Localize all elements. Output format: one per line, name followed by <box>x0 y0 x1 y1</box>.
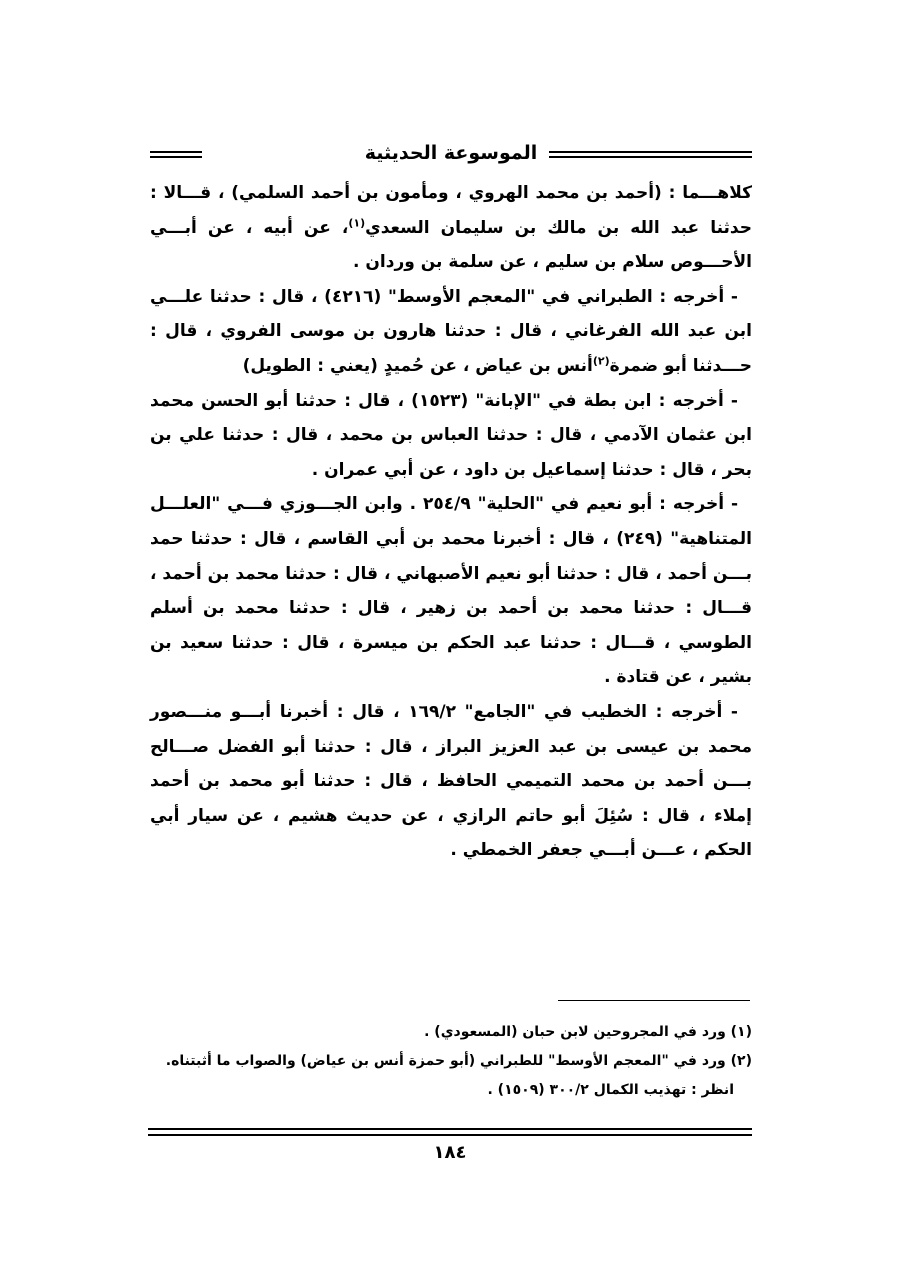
footnotes <box>150 1018 752 1105</box>
footnote-ref-2: (٢) <box>592 354 610 368</box>
paragraph-5: - أخرجه : الخطيب في "الجامع" ١٦٩/٢ ، قال : أخبرنا أبـــو منـــصور محمد بن عيسى بن عبد العزيز البراز ، قال : حدثنا أبو الفضل صـــالح بـــن أحمد بن محمد التميمي الحافظ ، قال : حدثنا أبو محمد بن أحمد إملاء ، قال : سُئِلَ أبو حاتم الرازي ، عن حديث هشيم ، عن سيار أبي الحكم ، عـــن أبـــي جعفر الخمطي . <box>150 701 752 861</box>
footnote-ref-1: (١) <box>348 215 366 229</box>
paragraph-4: - أخرجه : أبو نعيم في "الحلية" ٢٥٤/٩ . وابن الجـــوزي فـــي "العلـــل المتناهية" (٢٤٩) ، قال : أخبرنا محمد بن أبي القاسم ، قال : حدثنا حمد بـــن أحمد ، قال : حدثنا أبو نعيم الأصبهاني ، قال : حدثنا محمد بن أحمد ، قـــال : حدثنا محمد بن أحمد بن زهير ، قال : حدثنا محمد بن أسلم الطوسي ، قـــال : حدثنا عبد الحكم بن ميسرة ، قال : حدثنا سعيد بن بشير ، عن قتادة . <box>150 494 752 688</box>
footer-rule <box>148 1128 752 1136</box>
paragraph-1-part-1: كلاهـــما : (أحمد بن محمد الهروي ، ومأمون بن أحمد السلمي) ، قـــالا : حدثنا عبد الله بن مالك بن سليمان السعدي <box>150 183 752 238</box>
running-header <box>150 138 752 174</box>
paragraph-2-part-1: - أخرجه : الطبراني في "المعجم الأوسط" (٤٢١٦) ، قال : حدثنا علـــي ابن عبد الله الفرغاني ، قال : حدثنا هارون بن موسى الفروي ، قال : حـــدثنا أبو ضمرة <box>150 286 752 376</box>
paragraph-2 <box>150 280 752 384</box>
footnote-2-line-1: (٢) ورد في "المعجم الأوسط" للطبراني (أبو حمزة أنس بن عياض) والصواب ما أثبتناه. <box>165 1053 752 1069</box>
footnote-separator <box>558 1000 750 1001</box>
page-number: ١٨٤ <box>433 1142 467 1163</box>
footnote-1: (١) ورد في المجروحين لابن حبان (المسعودي) . <box>424 1024 752 1040</box>
paragraph-2-part-2: أنس بن عياض ، عن حُميدٍ (يعني : الطويل) <box>242 355 593 376</box>
header-title-wrap <box>150 140 752 166</box>
footnote-2-line-2: انظر : تهذيب الكمال ٣٠٠/٢ (١٥٠٩) . <box>487 1082 734 1098</box>
header-title: الموسوعة الحديثية <box>353 142 550 164</box>
paragraph-1-part-2: ، عن أبيه ، عن أبـــي الأحـــوص سلام بن سليم ، عن سلمة بن وردان . <box>150 217 752 273</box>
body-text <box>150 176 752 868</box>
paragraph-1 <box>150 176 752 280</box>
paragraph-3: - أخرجه : ابن بطة في "الإبانة" (١٥٢٣) ، قال : حدثنا أبو الحسن محمد ابن عثمان الآدمي ، قال : حدثنا العباس بن محمد ، قال : حدثنا علي بن بحر ، قال : حدثنا إسماعيل بن داود ، عن أبي عمران . <box>150 390 752 480</box>
